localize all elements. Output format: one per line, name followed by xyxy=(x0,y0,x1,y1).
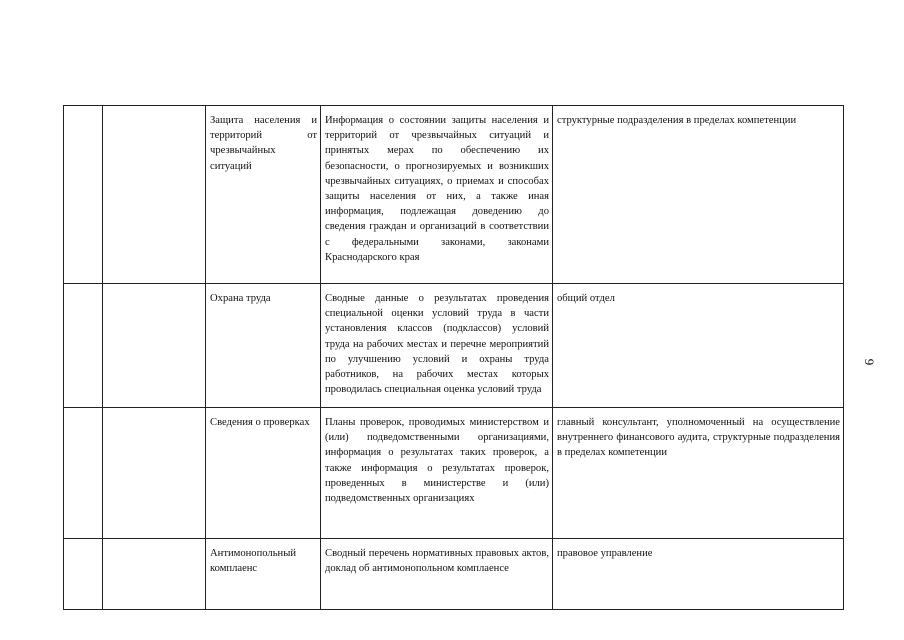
section-cell xyxy=(103,106,206,284)
responsible-cell: правовое управление xyxy=(553,539,844,610)
row-number-cell xyxy=(64,539,103,610)
category-cell: Защита населения и территорий от чрезвычайных ситуаций xyxy=(206,106,321,284)
section-cell xyxy=(103,539,206,610)
table-row xyxy=(64,106,844,284)
section-cell xyxy=(103,408,206,539)
page-number: 9 xyxy=(862,358,877,366)
table-row xyxy=(64,539,844,610)
content-cell: Сводный перечень нормативных правовых актов, доклад об антимонопольном комплаенсе xyxy=(321,539,553,610)
section-cell xyxy=(103,284,206,408)
content-cell: Планы проверок, проводимых министерством и (или) подведомственными организациями, информация о результатах таких проверок, а также информация о результатах проверок, проведенных в министерстве и (или) подведомственных организациях xyxy=(321,408,553,539)
row-number-cell xyxy=(64,106,103,284)
category-cell: Антимонопольный комплаенс xyxy=(206,539,321,610)
responsible-cell: общий отдел xyxy=(553,284,844,408)
information-table xyxy=(63,105,844,610)
category-cell: Охрана труда xyxy=(206,284,321,408)
row-number-cell xyxy=(64,408,103,539)
content-cell: Сводные данные о результатах проведения специальной оценки условий труда в части установления классов (подклассов) условий труда на рабочих местах и перечне мероприятий по улучшению условий и охраны труда работников, на рабочих местах которых проводилась специальная оценка условий труда xyxy=(321,284,553,408)
responsible-cell: главный консультант, уполномоченный на осуществление внутреннего финансового аудита, структурные подразделения в пределах компетенции xyxy=(553,408,844,539)
table-row xyxy=(64,284,844,408)
table-row xyxy=(64,408,844,539)
responsible-cell: структурные подразделения в пределах компетенции xyxy=(553,106,844,284)
content-cell: Информация о состоянии защиты населения и территорий от чрезвычайных ситуаций и принятых мерах по обеспечению их безопасности, о прогнозируемых и возникших чрезвычайных ситуациях, о приемах и способах защиты населения от них, а также иная информация, подлежащая доведению до сведения граждан и организаций в соответствии с федеральными законами, законами Краснодарского края xyxy=(321,106,553,284)
category-cell: Сведения о проверках xyxy=(206,408,321,539)
row-number-cell xyxy=(64,284,103,408)
